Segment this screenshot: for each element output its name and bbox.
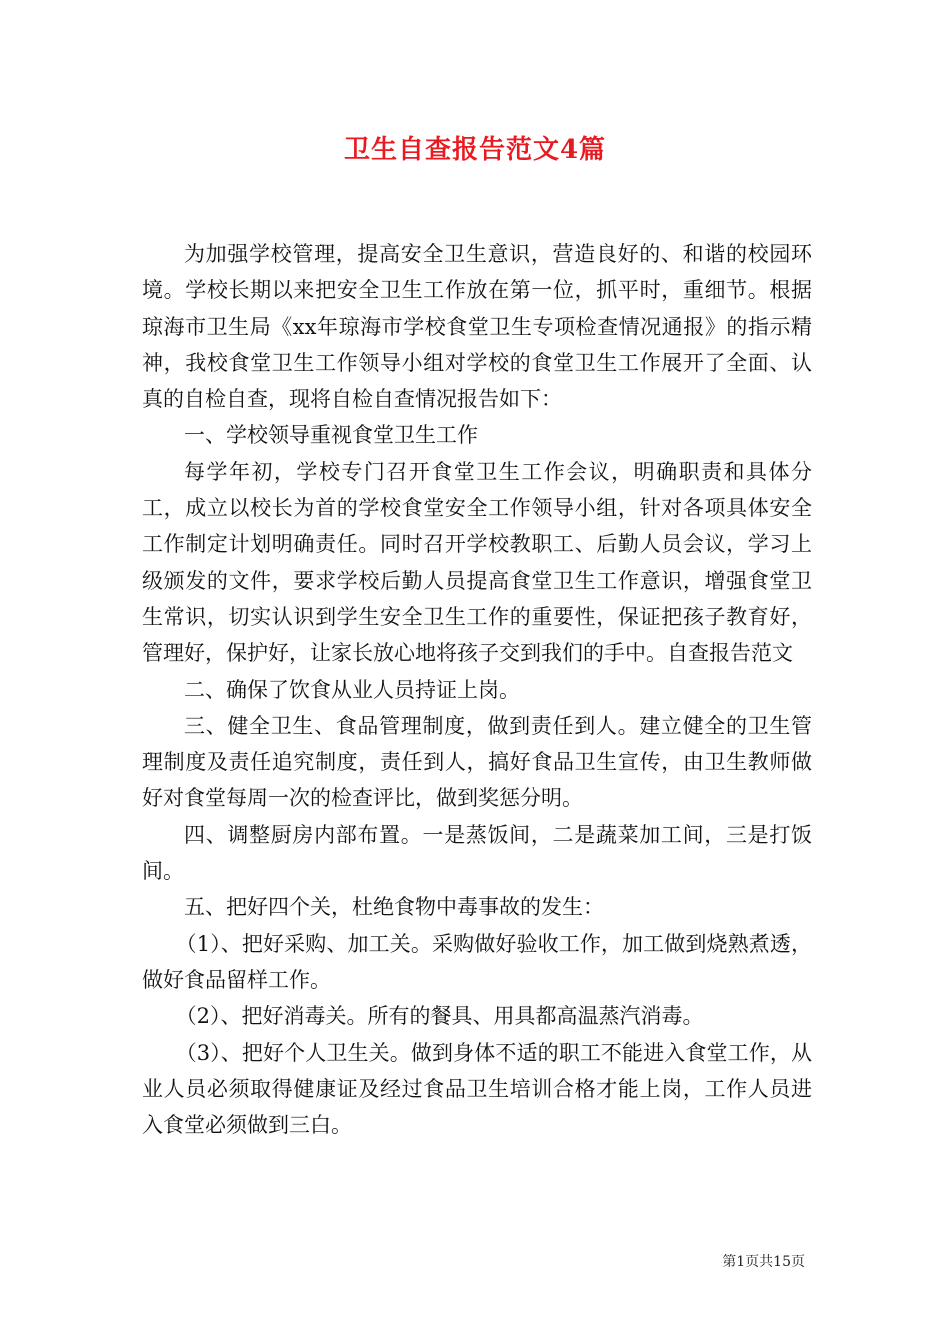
paragraph-section-4: 四、调整厨房内部布置。一是蒸饭间，二是蔬菜加工间，三是打饭间。 [142, 822, 812, 884]
section-heading-5: 五、把好四个关，杜绝食物中毒事故的发生： [184, 895, 604, 920]
page-number: 第1页共15页 [722, 1254, 805, 1270]
list-item-2: （2）、把好消毒关。所有的餐具、用具都高温蒸汽消毒。 [175, 1004, 704, 1029]
list-item-3: （3）、把好个人卫生关。做到身体不适的职工不能进入食堂工作，从业人员必须取得健康证及经过食品卫生培训合格才能上岗，工作人员进入食堂必须做到三白。 [142, 1040, 812, 1138]
list-item-1: （1）、把好采购、加工关。采购做好验收工作，加工做到烧熟煮透，做好食品留样工作。 [142, 931, 812, 992]
paragraph-section-3: 三、健全卫生、食品管理制度，做到责任到人。建立健全的卫生管理制度及责任追究制度，责任到人，搞好食品卫生宣传，由卫生教师做好对食堂每周一次的检查评比，做到奖惩分明。 [142, 713, 812, 811]
document-body [142, 236, 812, 1143]
document-title: 卫生自查报告范文4篇 [343, 135, 607, 165]
paragraph-intro: 为加强学校管理，提高安全卫生意识，营造良好的、和谐的校园环境。学校长期以来把安全卫生工作放在第一位，抓平时，重细节。根据琼海市卫生局《xx年琼海市学校食堂卫生专项检查情况通报》的指示精神，我校食堂卫生工作领导小组对学校的食堂卫生工作展开了全面、认真的自检自查，现将自检自查情况报告如下： [142, 242, 812, 412]
section-heading-2: 二、确保了饮食从业人员持证上岗。 [184, 677, 520, 702]
paragraph-section-1: 每学年初，学校专门召开食堂卫生工作会议，明确职责和具体分工，成立以校长为首的学校食堂安全工作领导小组，针对各项具体安全工作制定计划明确责任。同时召开学校教职工、后勤人员会议，学习上级颁发的文件，要求学校后勤人员提高食堂卫生工作意识，增强食堂卫生常识，切实认识到学生安全卫生工作的重要性，保证把孩子教育好，管理好，保护好，让家长放心地将孩子交到我们的手中。自查报告范文 [142, 459, 812, 666]
section-heading-1: 一、学校领导重视食堂卫生工作 [184, 423, 478, 448]
